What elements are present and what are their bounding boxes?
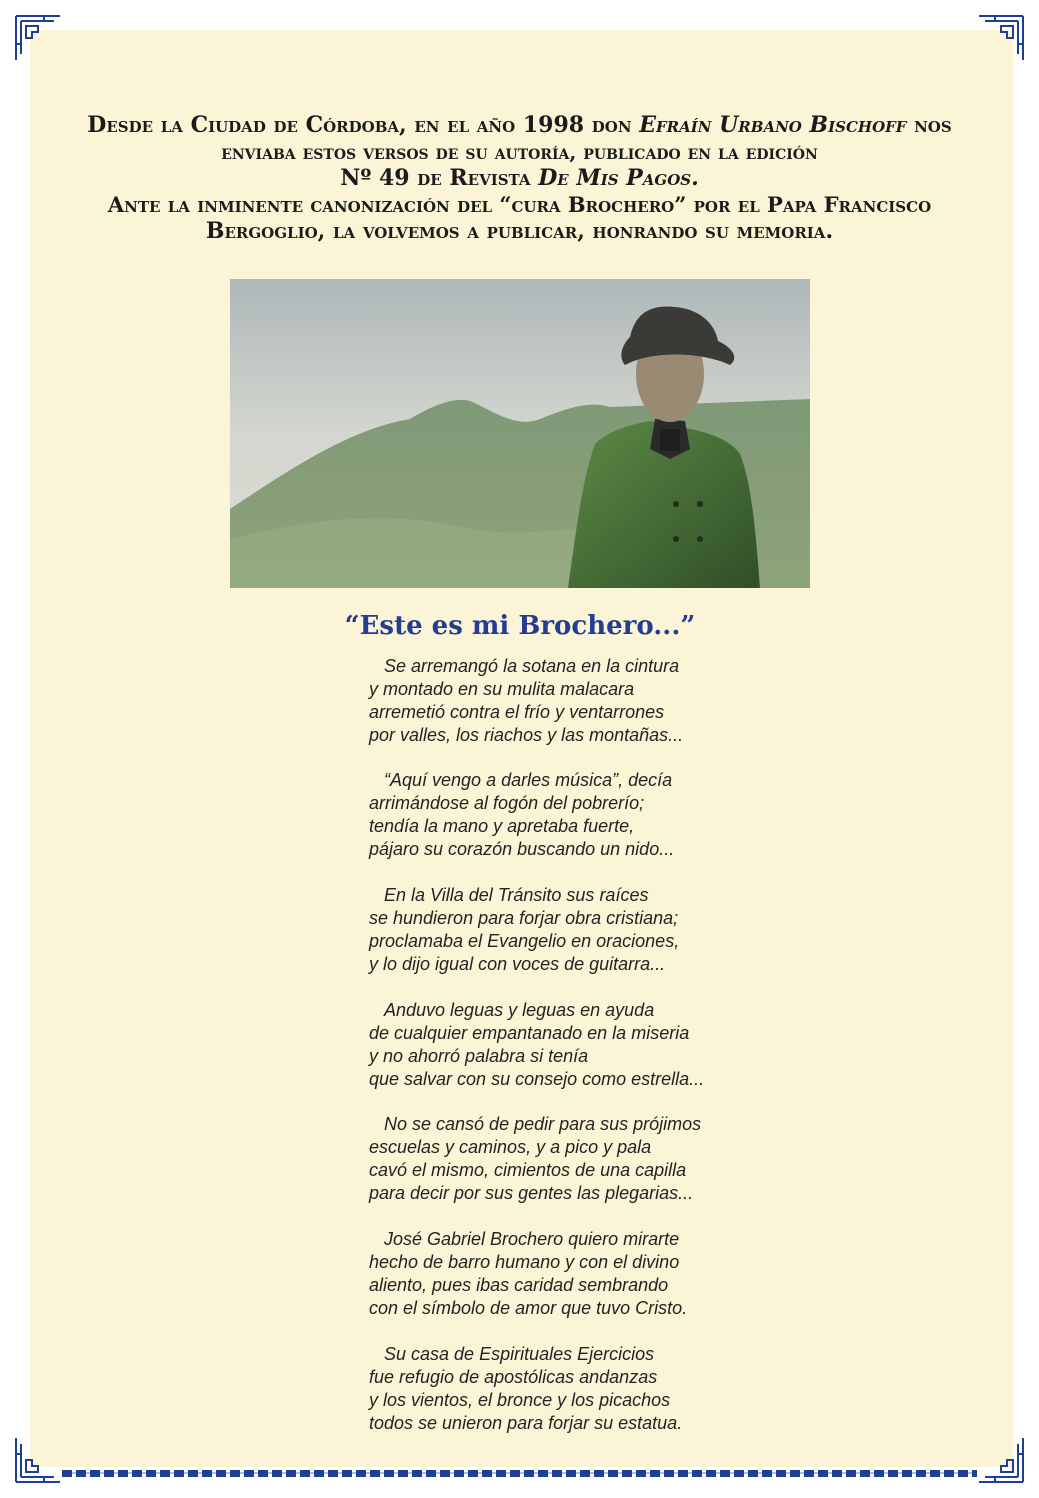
poem-verse: proclamaba el Evangelio en oraciones, [369,931,680,951]
poem-stanza [369,1343,849,1435]
corner-ornament-icon [14,14,62,62]
poem-verse: Anduvo leguas y leguas en ayuda [384,1000,655,1020]
intro-text: nos [906,112,952,138]
poem-verse: y lo dijo igual con voces de guitarra... [369,954,666,974]
intro-line-2: enviaba estos versos de su autoría, publicado en la edición [221,139,818,164]
poem-stanza [369,1113,849,1205]
poem-verse: todos se unieron para forjar su estatua. [369,1413,683,1433]
poem-verse: de cualquier empantanado en la miseria [369,1023,690,1043]
poem-verse: y los vientos, el bronce y los picachos [369,1390,671,1410]
intro-line-1 [48,112,991,139]
poem-verse: para decir por sus gentes las plegarias... [369,1183,694,1203]
poem-verse: No se cansó de pedir para sus prójimos [384,1114,702,1134]
poem-stanza [369,769,849,861]
poem-verse: cavó el mismo, cimientos de una capilla [369,1160,687,1180]
bottom-border-rule [62,1470,977,1477]
poem-verse: tendía la mano y apretaba fuerte, [369,816,635,836]
poem-verse: aliento, pues ibas caridad sembrando [369,1275,669,1295]
magazine-name: De Mis Pagos. [538,165,699,191]
poem-verse: se hundieron para forjar obra cristiana; [369,908,679,928]
corner-ornament-icon [977,14,1025,62]
intro-line-4: Ante la inminente canonización del “cura Brochero” por el Papa Francisco [107,191,932,217]
brochero-photo [230,279,810,588]
poem-verse: escuelas y caminos, y a pico y pala [369,1137,652,1157]
corner-ornament-icon [977,1436,1025,1484]
poem-verse: y montado en su mulita malacara [369,679,635,699]
poem-stanza [369,655,849,747]
intro-text: Nº 49 de Revista [340,165,539,191]
poem-verse: por valles, los riachos y las montañas... [369,725,684,745]
poem-verse: José Gabriel Brochero quiero mirarte [384,1229,680,1249]
intro-line-3 [48,165,991,192]
author-name: Efraín Urbano Bischoff [639,112,907,138]
poem-verse: arrimándose al fogón del pobrerío; [369,793,645,813]
poem-verse: y no ahorró palabra si tenía [369,1046,589,1066]
poem-verse: que salvar con su consejo como estrella... [369,1069,705,1089]
poem-verse: pájaro su corazón buscando un nido... [369,839,675,859]
poem-stanza [369,999,849,1091]
poem-verse: hecho de barro humano y con el divino [369,1252,680,1272]
poem-stanza [369,1228,849,1320]
poem-verse: En la Villa del Tránsito sus raíces [384,885,649,905]
poem-verse: con el símbolo de amor que tuvo Cristo. [369,1298,688,1318]
intro-text: Desde la Ciudad de Córdoba, en el año 1998 don [87,112,640,138]
poem-verse: fue refugio de apostólicas andanzas [369,1367,658,1387]
intro-line-5: Bergoglio, la volvemos a publicar, honrando su memoria. [205,218,834,244]
poem-verse: Se arremangó la sotana en la cintura [384,656,680,676]
poem-stanza [369,884,849,976]
portrait-photo-icon [230,279,810,588]
poem-title: “Este es mi Brochero...” [344,611,696,641]
intro-paragraph [48,112,991,245]
poem-verse: arremetió contra el frío y ventarrones [369,702,665,722]
poem-verse: “Aquí vengo a darles música”, decía [384,770,673,790]
poem-verse: Su casa de Espirituales Ejercicios [384,1344,655,1364]
corner-ornament-icon [14,1436,62,1484]
